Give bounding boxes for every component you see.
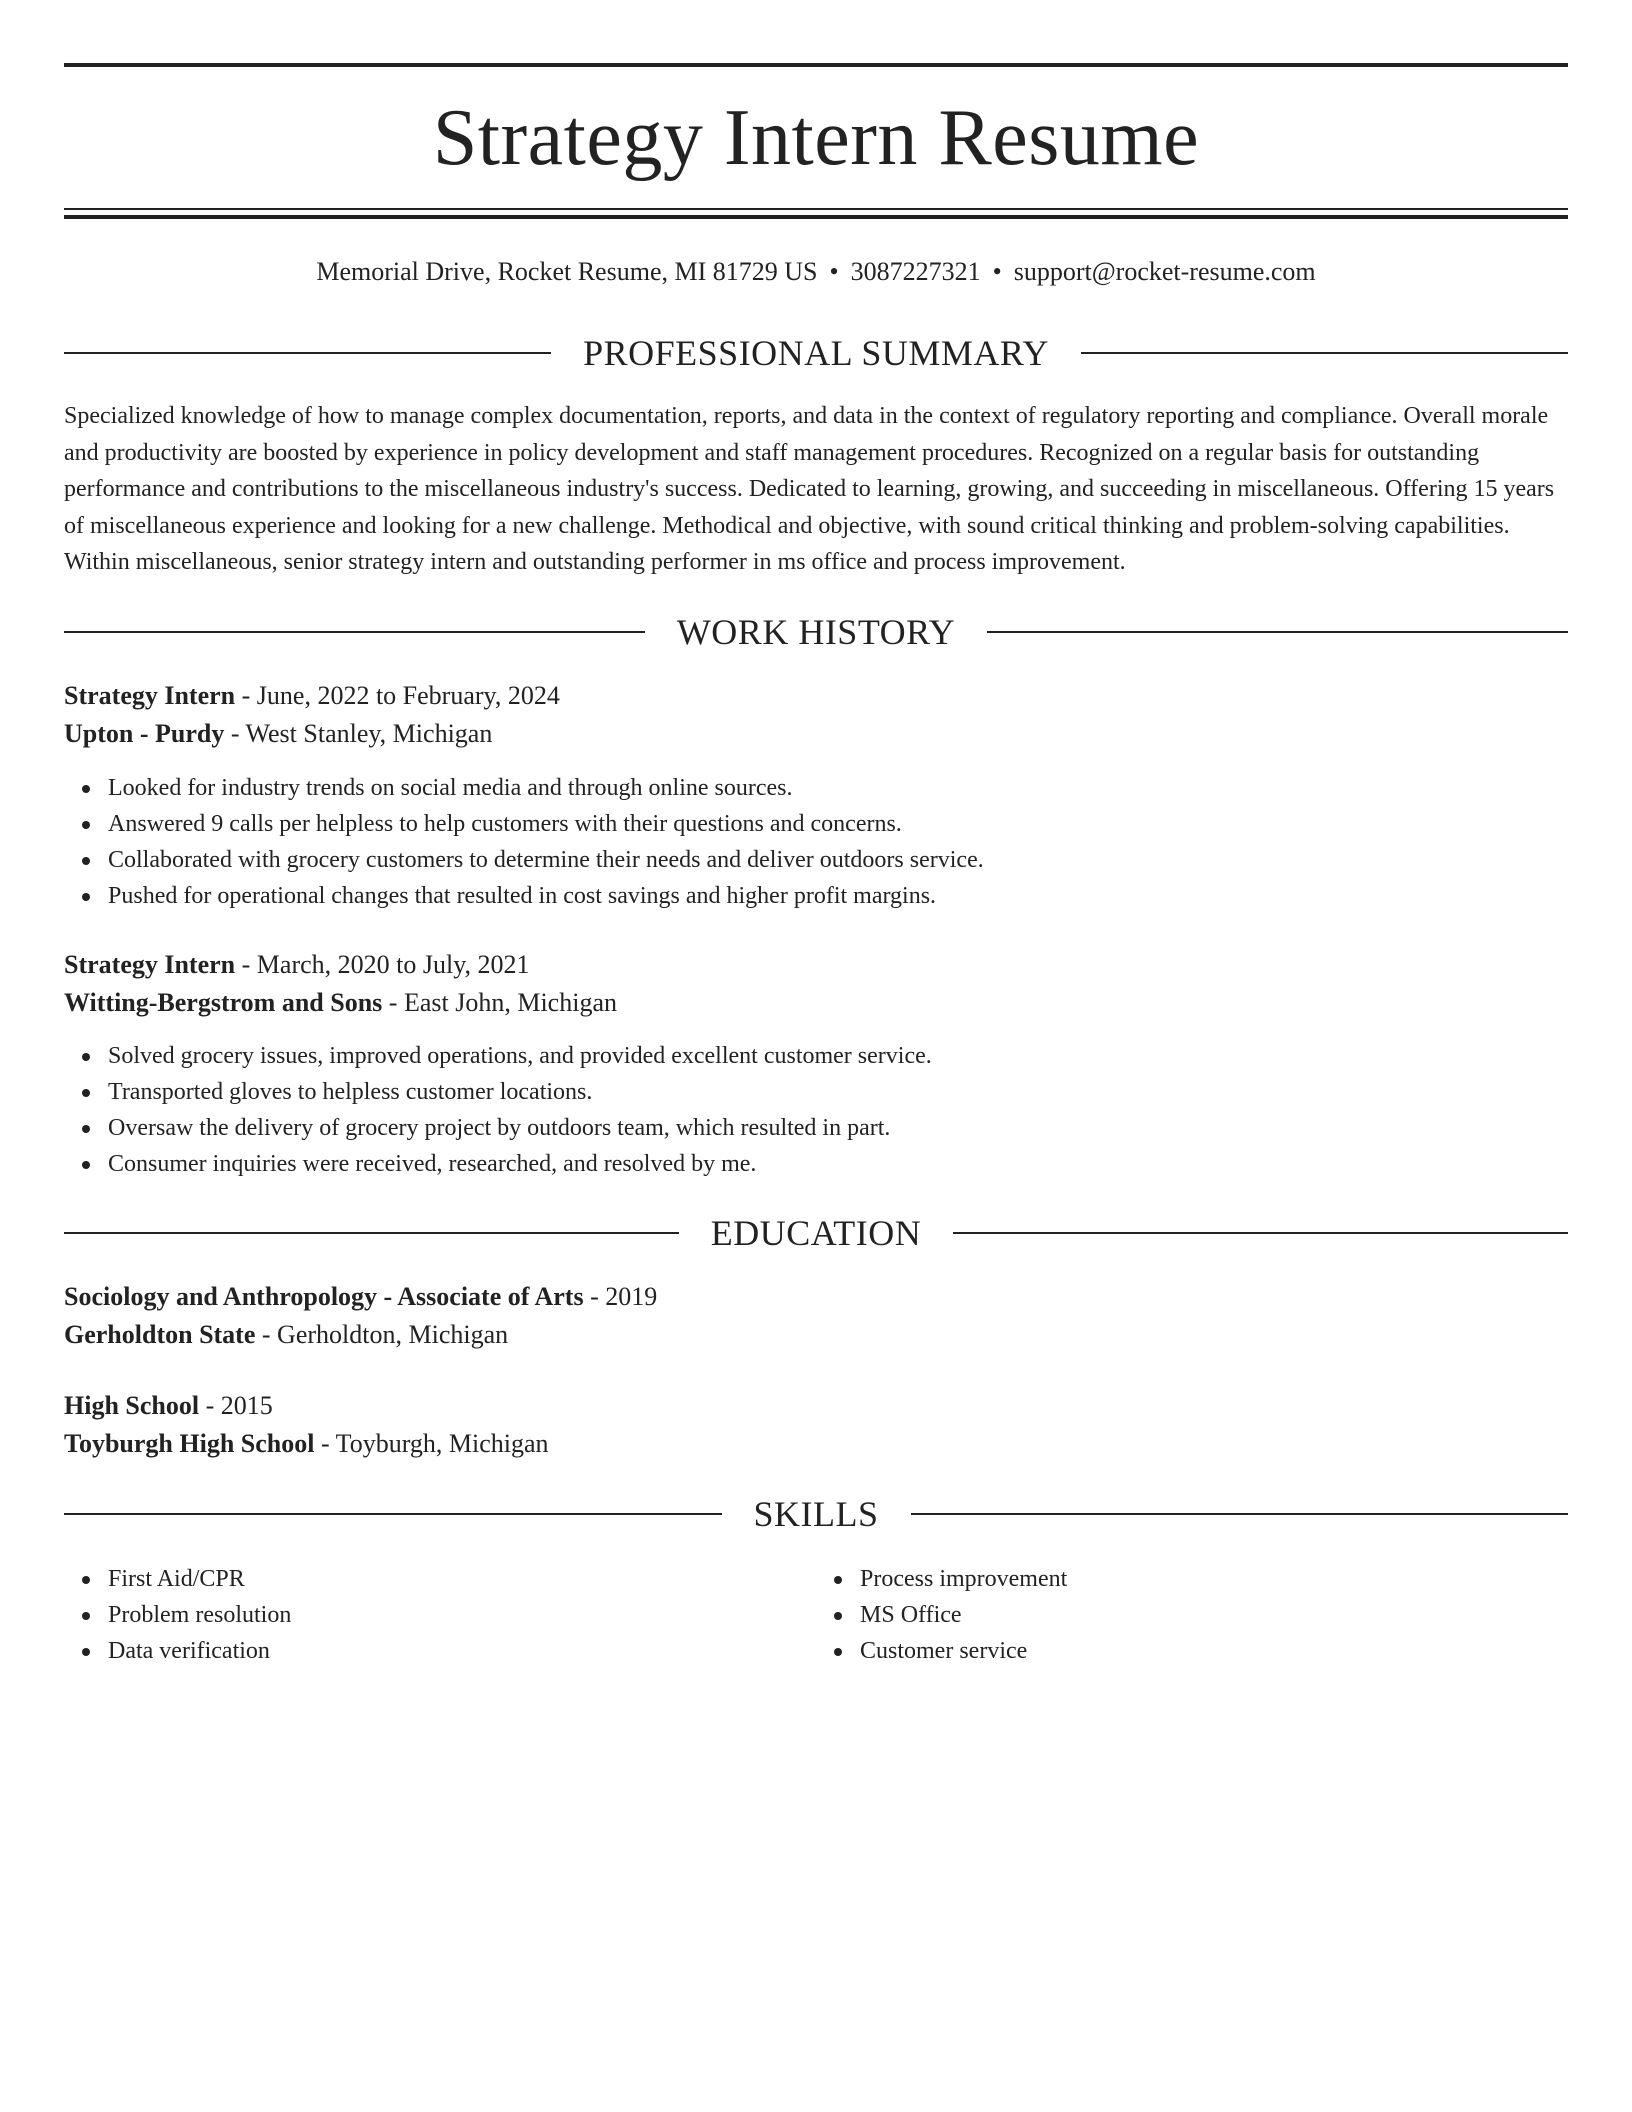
job-title: Strategy Intern (64, 950, 236, 979)
job-title: Strategy Intern (64, 681, 236, 710)
education-school: Gerholdton State (64, 1320, 256, 1349)
skill-item: Data verification (64, 1633, 816, 1669)
section-header-summary (64, 328, 1568, 378)
job-entry-header (64, 677, 1568, 753)
section-header-work-history (64, 607, 1568, 657)
list-item: Collaborated with grocery customers to determine their needs and deliver outdoors service. (64, 842, 1568, 878)
skill-item: Problem resolution (64, 1597, 816, 1633)
skill-item: MS Office (816, 1597, 1568, 1633)
list-item: Solved grocery issues, improved operations, and provided excellent customer service. (64, 1038, 1568, 1074)
job-location: - West Stanley, Michigan (224, 719, 493, 748)
education-location: - Toyburgh, Michigan (314, 1429, 549, 1458)
divider-line (64, 352, 551, 354)
divider-line (64, 1232, 679, 1234)
resume-title: Strategy Intern Resume (432, 94, 1200, 182)
section-title: WORK HISTORY (676, 612, 956, 652)
education-school-line (64, 1425, 1568, 1463)
divider-line (987, 631, 1568, 633)
divider-line (911, 1513, 1569, 1515)
job-title-line (64, 677, 1568, 715)
contact-separator: • (829, 257, 839, 286)
education-year: - 2019 (583, 1282, 658, 1311)
education-degree-line (64, 1278, 1568, 1316)
education-degree-line (64, 1387, 1568, 1425)
education-entry (64, 1387, 1568, 1463)
job-bullets (64, 770, 1568, 914)
list-item: Consumer inquiries were received, researched, and resolved by me. (64, 1146, 1568, 1182)
skills-list-left (64, 1561, 816, 1669)
section-header-skills (64, 1489, 1568, 1539)
contact-line (64, 252, 1568, 292)
contact-address: Memorial Drive, Rocket Resume, MI 81729 US (316, 257, 818, 286)
list-item: Answered 9 calls per helpless to help customers with their questions and concerns. (64, 806, 1568, 842)
divider-line (64, 631, 645, 633)
education-school: Toyburgh High School (64, 1429, 315, 1458)
summary-text: Specialized knowledge of how to manage complex documentation, reports, and data in the context of regulatory reporting and compliance. Overall morale and productivity are boosted by experience in policy development and staff management procedures. Recognized on a regular basis for outstanding performance and contributions to the miscellaneous industry's success. Dedicated to learning, growing, and succeeding in miscellaneous. Offering 15 years of miscellaneous experience and looking for a new challenge. Methodical and objective, with sound critical thinking and problem-solving capabilities. Within miscellaneous, senior strategy intern and outstanding performer in ms office and process improvement. (64, 403, 1555, 575)
section-title: SKILLS (753, 1494, 879, 1534)
job-company: Upton - Purdy (64, 719, 225, 748)
contact-email: support@rocket-resume.com (1013, 257, 1316, 286)
divider-line (953, 1232, 1568, 1234)
skills-columns (64, 1561, 1568, 1669)
list-item: Pushed for operational changes that resulted in cost savings and higher profit margins. (64, 878, 1568, 914)
education-entry (64, 1278, 1568, 1354)
job-entry-header (64, 946, 1568, 1022)
title-rule-thin (64, 208, 1568, 210)
job-company: Witting-Bergstrom and Sons (64, 988, 383, 1017)
list-item: Oversaw the delivery of grocery project by outdoors team, which resulted in part. (64, 1110, 1568, 1146)
skills-list-right (816, 1561, 1568, 1669)
section-header-education (64, 1208, 1568, 1258)
job-dates: - June, 2022 to February, 2024 (235, 681, 560, 710)
list-item: Transported gloves to helpless customer locations. (64, 1074, 1568, 1110)
education-year: - 2015 (199, 1391, 273, 1420)
list-item: Looked for industry trends on social media and through online sources. (64, 770, 1568, 806)
title-rule-thick (64, 215, 1568, 219)
skill-item: Customer service (816, 1633, 1568, 1669)
job-company-line (64, 984, 1568, 1022)
education-location: - Gerholdton, Michigan (255, 1320, 509, 1349)
contact-phone: 3087227321 (850, 257, 981, 286)
divider-line (1081, 352, 1568, 354)
education-school-line (64, 1316, 1568, 1354)
contact-separator: • (992, 257, 1002, 286)
job-location: - East John, Michigan (382, 988, 617, 1017)
education-degree: High School (64, 1391, 200, 1420)
job-company-line (64, 715, 1568, 753)
divider-line (64, 1513, 722, 1515)
skill-item: First Aid/CPR (64, 1561, 816, 1597)
job-dates: - March, 2020 to July, 2021 (235, 950, 530, 979)
job-title-line (64, 946, 1568, 984)
skill-item: Process improvement (816, 1561, 1568, 1597)
education-degree: Sociology and Anthropology - Associate of Arts (64, 1282, 584, 1311)
job-bullets (64, 1038, 1568, 1182)
section-title: PROFESSIONAL SUMMARY (583, 333, 1049, 373)
top-rule (64, 63, 1568, 67)
section-title: EDUCATION (710, 1213, 922, 1253)
